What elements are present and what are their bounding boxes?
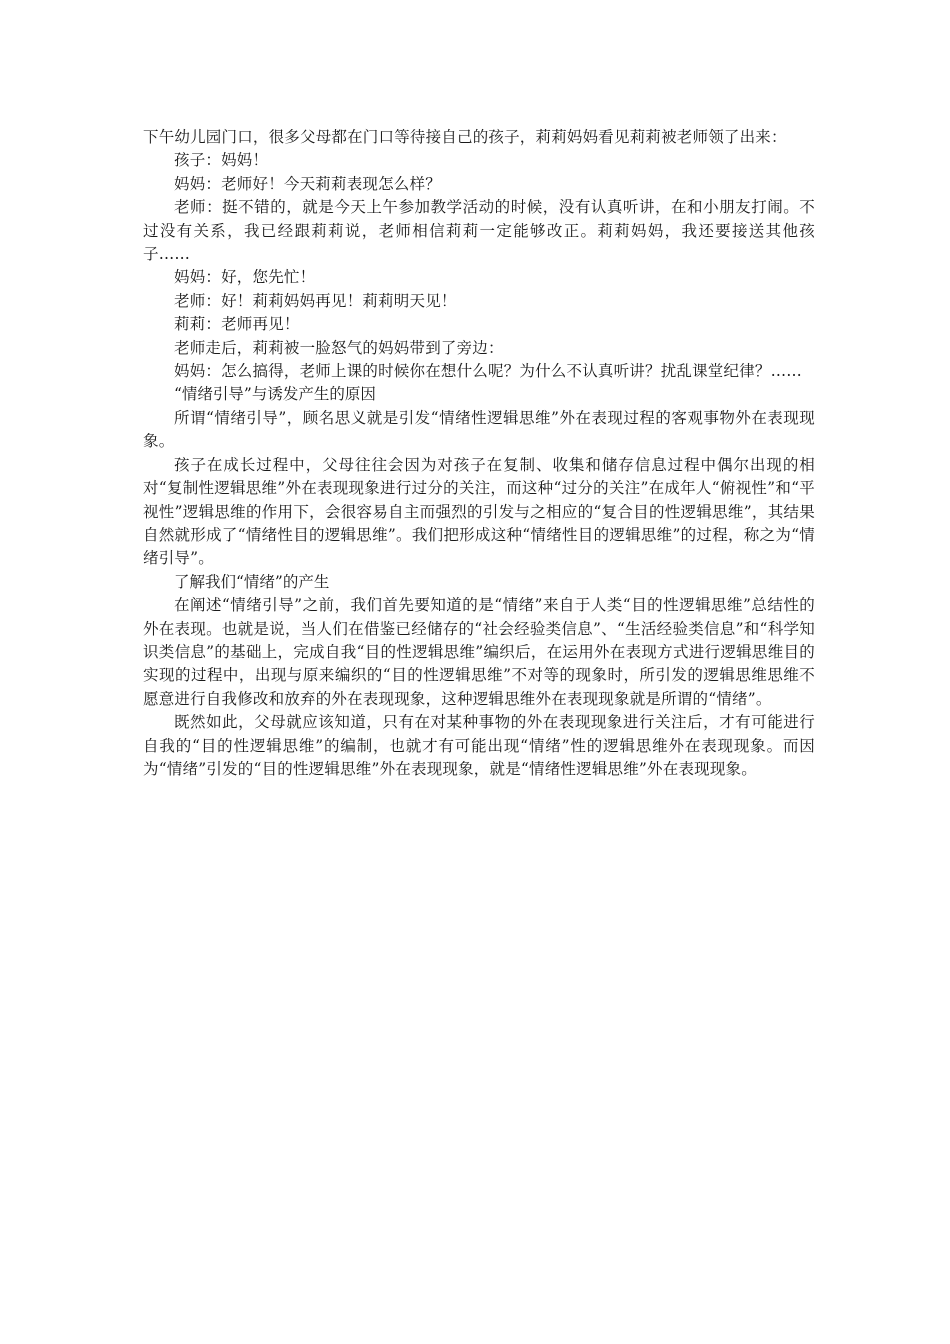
paragraph-conclusion: 既然如此，父母就应该知道，只有在对某种事物的外在表现现象进行关注后，才有可能进行自我的“目的性逻辑思维”的编制，也就才有可能出现“情绪”性的逻辑思维外在表现现象。而因为“情绪”引发的“目的性逻辑思维”外在表现现象，就是“情绪性逻辑思维”外在表现现象。 [143,713,815,778]
section-heading-1: “情绪引导”与诱发产生的原因 [174,385,376,404]
dialogue-line-mother-2: 妈妈：好，您先忙！ [174,268,316,287]
paragraph-narration: 老师走后，莉莉被一脸怒气的妈妈带到了旁边： [174,338,504,357]
paragraph-explanation: 孩子在成长过程中，父母往往会因为对孩子在复制、收集和储存信息过程中偶尔出现的相对“复制性逻辑思维”外在表现现象进行过分的关注，而这种“过分的关注”在成年人“俯视性”和“平视性”逻辑思维的作用下，会很容易自主而强烈的引发与之相应的“复合目的性逻辑思维”，其结果自然就形成了“情绪性目的逻辑思维”。我们把形成这种“情绪性目的逻辑思维”的过程，称之为“情绪引导”。 [143,455,815,568]
dialogue-line-mother-3: 妈妈：怎么搞得，老师上课的时候你在想什么呢？为什么不认真听讲？扰乱课堂纪律？…… [174,362,803,381]
dialogue-line-teacher: 老师：挺不错的，就是今天上午参加教学活动的时候，没有认真听讲，在和小朋友打闹。不过没有关系，我已经跟莉莉说，老师相信莉莉一定能够改正。莉莉妈妈，我还要接送其他孩子…… [143,198,815,264]
document-page [143,126,815,781]
dialogue-line-child: 孩子：妈妈！ [174,151,269,170]
paragraph-definition: 所谓“情绪引导”，顾名思义就是引发“情绪性逻辑思维”外在表现过程的客观事物外在表现现象。 [143,408,815,451]
dialogue-line-mother: 妈妈：老师好！今天莉莉表现怎么样？ [174,174,441,193]
paragraph-intro: 下午幼儿园门口，很多父母都在门口等待接自己的孩子，莉莉妈妈看见莉莉被老师领了出来： [143,128,787,146]
paragraph-emotion-origin: 在阐述“情绪引导”之前，我们首先要知道的是“情绪”来自于人类“目的性逻辑思维”总结性的外在表现。也就是说，当人们在借鉴已经储存的“社会经验类信息”、“生活经验类信息”和“科学知识类信息”的基础上，完成自我“目的性逻辑思维”编织后，在运用外在表现方式进行逻辑思维目的实现的过程中，出现与原来编织的“目的性逻辑思维”不对等的现象时，所引发的逻辑思维思维不愿意进行自我修改和放弃的外在表现现象，这种逻辑思维外在表现现象就是所谓的“情绪”。 [143,596,815,708]
dialogue-line-lili: 莉莉：老师再见！ [174,315,300,334]
dialogue-line-teacher-2: 老师：好！莉莉妈妈再见！莉莉明天见！ [174,291,457,310]
section-heading-2: 了解我们“情绪”的产生 [174,572,330,591]
